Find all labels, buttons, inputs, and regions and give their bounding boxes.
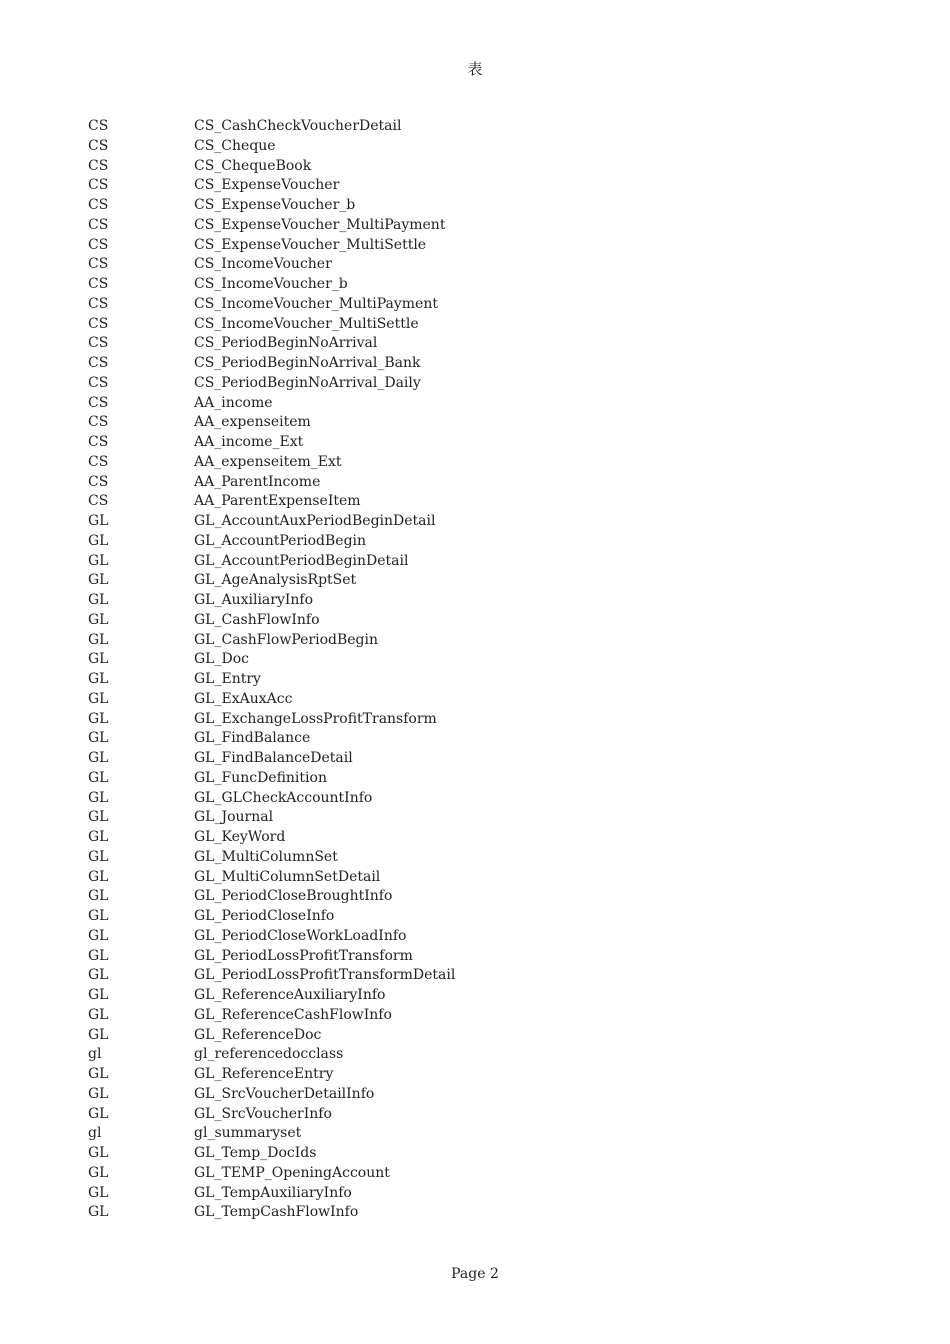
table-list [88, 117, 888, 1223]
table-row [88, 986, 888, 1006]
table-name: CS_ExpenseVoucher [194, 177, 340, 194]
module-code: gl [88, 1125, 102, 1142]
module-code: GL [88, 868, 109, 885]
table-row [88, 255, 888, 275]
module-code: CS [88, 177, 109, 194]
table-name: CS_ExpenseVoucher_b [194, 197, 356, 213]
module-code: GL [88, 1204, 109, 1221]
table-row [88, 769, 888, 789]
module-code: gl [88, 1046, 102, 1063]
table-name: AA_income [194, 394, 273, 411]
table-name: GL_Doc [194, 651, 249, 668]
table-row [88, 947, 888, 967]
table-name: AA_ParentExpenseItem [194, 493, 361, 510]
table-name: AA_expenseitem [194, 414, 311, 431]
table-name: CS_IncomeVoucher_MultiSettle [194, 315, 419, 332]
table-name: CS_PeriodBeginNoArrival [194, 335, 378, 352]
table-row [88, 315, 888, 335]
module-code: CS [88, 473, 109, 490]
table-name: GL_ExAuxAcc [194, 690, 293, 707]
table-row [88, 413, 888, 433]
table-row [88, 848, 888, 868]
table-row [88, 394, 888, 414]
table-name: CS_CashCheckVoucherDetail [194, 118, 402, 134]
module-code: GL [88, 809, 109, 826]
table-row [88, 650, 888, 670]
table-name: AA_ParentIncome [194, 473, 321, 490]
table-name: GL_AccountPeriodBegin [194, 532, 367, 549]
table-name: CS_ExpenseVoucher_MultiPayment [194, 216, 446, 233]
table-name: GL_SrcVoucherDetailInfo [194, 1085, 375, 1102]
module-code: GL [88, 967, 109, 984]
table-name: GL_Entry [194, 671, 261, 687]
table-name: CS_ExpenseVoucher_MultiSettle [194, 236, 427, 253]
module-code: CS [88, 394, 109, 411]
table-name: GL_AuxiliaryInfo [194, 592, 314, 608]
table-row [88, 512, 888, 532]
table-row [88, 808, 888, 828]
module-code: GL [88, 592, 109, 608]
module-code: CS [88, 493, 109, 510]
table-row [88, 907, 888, 927]
module-code: GL [88, 987, 109, 1003]
table-row [88, 492, 888, 512]
table-name: GL_GLCheckAccountInfo [194, 789, 373, 806]
table-row [88, 868, 888, 888]
module-code: GL [88, 631, 109, 648]
module-code: CS [88, 216, 109, 233]
module-code: GL [88, 750, 109, 766]
module-code: CS [88, 236, 109, 253]
module-code: GL [88, 829, 109, 845]
module-code: CS [88, 434, 109, 450]
module-code: GL [88, 848, 109, 865]
module-code: GL [88, 789, 109, 806]
table-name: GL_PeriodCloseWorkLoadInfo [194, 927, 407, 944]
module-code: CS [88, 295, 109, 312]
table-name: GL_CashFlowPeriodBegin [194, 631, 379, 648]
module-code: GL [88, 611, 109, 628]
table-name: GL_TempAuxiliaryInfo [194, 1184, 352, 1201]
table-row [88, 690, 888, 710]
table-name: CS_Cheque [194, 137, 276, 154]
table-row [88, 374, 888, 394]
table-name: GL_Temp_DocIds [194, 1145, 317, 1161]
module-code: CS [88, 414, 109, 431]
module-code: GL [88, 710, 109, 727]
module-code: GL [88, 888, 109, 905]
table-name: GL_ReferenceDoc [194, 1026, 322, 1043]
table-name: GL_SrcVoucherInfo [194, 1105, 332, 1122]
table-row [88, 828, 888, 848]
module-code: CS [88, 453, 109, 470]
module-code: GL [88, 1145, 109, 1161]
table-name: GL_PeriodCloseInfo [194, 908, 335, 924]
module-code: CS [88, 374, 109, 391]
module-code: CS [88, 276, 109, 292]
table-row [88, 1045, 888, 1065]
table-row [88, 275, 888, 295]
module-code: GL [88, 651, 109, 668]
module-code: CS [88, 137, 109, 154]
module-code: GL [88, 730, 109, 747]
table-row [88, 887, 888, 907]
table-row [88, 1065, 888, 1085]
module-code: GL [88, 552, 109, 569]
table-row [88, 1105, 888, 1125]
table-row [88, 571, 888, 591]
table-row [88, 1006, 888, 1026]
table-row [88, 117, 888, 137]
module-code: GL [88, 572, 109, 589]
module-code: CS [88, 118, 109, 134]
table-row [88, 236, 888, 256]
module-code: CS [88, 355, 109, 371]
table-row [88, 216, 888, 236]
table-name: GL_PeriodCloseBroughtInfo [194, 888, 393, 905]
table-name: GL_MultiColumnSet [194, 848, 338, 865]
table-name: GL_FindBalance [194, 730, 311, 747]
module-code: GL [88, 1006, 109, 1023]
module-code: GL [88, 947, 109, 964]
table-name: CS_PeriodBeginNoArrival_Daily [194, 374, 421, 391]
table-name: CS_IncomeVoucher_b [194, 276, 348, 292]
table-name: GL_FuncDefinition [194, 769, 327, 786]
module-code: GL [88, 1184, 109, 1201]
table-row [88, 1184, 888, 1204]
table-name: CS_ChequeBook [194, 157, 312, 174]
table-name: GL_MultiColumnSetDetail [194, 868, 381, 885]
table-row [88, 473, 888, 493]
table-name: gl_referencedocclass [194, 1046, 344, 1063]
module-code: GL [88, 1164, 109, 1181]
table-row [88, 611, 888, 631]
table-row [88, 552, 888, 572]
table-name: CS_IncomeVoucher_MultiPayment [194, 295, 438, 312]
table-name: GL_ReferenceAuxiliaryInfo [194, 987, 386, 1003]
table-name: GL_AgeAnalysisRptSet [194, 572, 357, 589]
table-row [88, 749, 888, 769]
table-name: GL_TEMP_OpeningAccount [194, 1164, 390, 1181]
table-name: AA_income_Ext [194, 434, 304, 450]
table-name: CS_IncomeVoucher [194, 256, 332, 273]
table-row [88, 591, 888, 611]
table-row [88, 631, 888, 651]
table-row [88, 137, 888, 157]
table-row [88, 729, 888, 749]
table-name: GL_ReferenceCashFlowInfo [194, 1006, 392, 1023]
module-code: GL [88, 769, 109, 786]
module-code: GL [88, 1066, 109, 1082]
table-name: GL_AccountPeriodBeginDetail [194, 552, 409, 569]
table-name: GL_PeriodLossProfitTransform [194, 947, 413, 964]
table-row [88, 1144, 888, 1164]
module-code: GL [88, 671, 109, 687]
table-row [88, 670, 888, 690]
module-code: GL [88, 1085, 109, 1102]
module-code: CS [88, 315, 109, 332]
table-row [88, 295, 888, 315]
table-name: GL_FindBalanceDetail [194, 750, 353, 766]
module-code: GL [88, 513, 109, 529]
table-row [88, 966, 888, 986]
table-row [88, 453, 888, 473]
module-code: GL [88, 1105, 109, 1122]
table-row [88, 532, 888, 552]
table-row [88, 710, 888, 730]
module-code: GL [88, 690, 109, 707]
table-name: GL_CashFlowInfo [194, 611, 320, 628]
table-row [88, 433, 888, 453]
page-footer: Page 2 [451, 1266, 499, 1282]
module-code: GL [88, 908, 109, 924]
table-name: GL_ExchangeLossProfitTransform [194, 710, 437, 727]
table-row [88, 334, 888, 354]
table-row [88, 1164, 888, 1184]
table-name: GL_KeyWord [194, 829, 286, 845]
table-row [88, 1085, 888, 1105]
table-row [88, 157, 888, 177]
table-name: GL_Journal [194, 809, 274, 826]
table-row [88, 1203, 888, 1223]
table-name: GL_ReferenceEntry [194, 1066, 334, 1082]
table-row [88, 927, 888, 947]
module-code: GL [88, 927, 109, 944]
module-code: CS [88, 335, 109, 352]
table-row [88, 176, 888, 196]
table-row [88, 789, 888, 809]
table-row [88, 196, 888, 216]
table-name: AA_expenseitem_Ext [194, 453, 342, 470]
module-code: GL [88, 1026, 109, 1043]
table-name: CS_PeriodBeginNoArrival_Bank [194, 355, 421, 371]
table-name: GL_AccountAuxPeriodBeginDetail [194, 513, 436, 529]
table-row [88, 1124, 888, 1144]
module-code: CS [88, 256, 109, 273]
table-row [88, 354, 888, 374]
table-name: GL_PeriodLossProfitTransformDetail [194, 967, 456, 984]
module-code: CS [88, 157, 109, 174]
table-name: GL_TempCashFlowInfo [194, 1204, 359, 1221]
table-row [88, 1026, 888, 1046]
page-header-title: 表 [467, 60, 483, 78]
module-code: CS [88, 197, 109, 213]
module-code: GL [88, 532, 109, 549]
table-name: gl_summaryset [194, 1125, 302, 1142]
